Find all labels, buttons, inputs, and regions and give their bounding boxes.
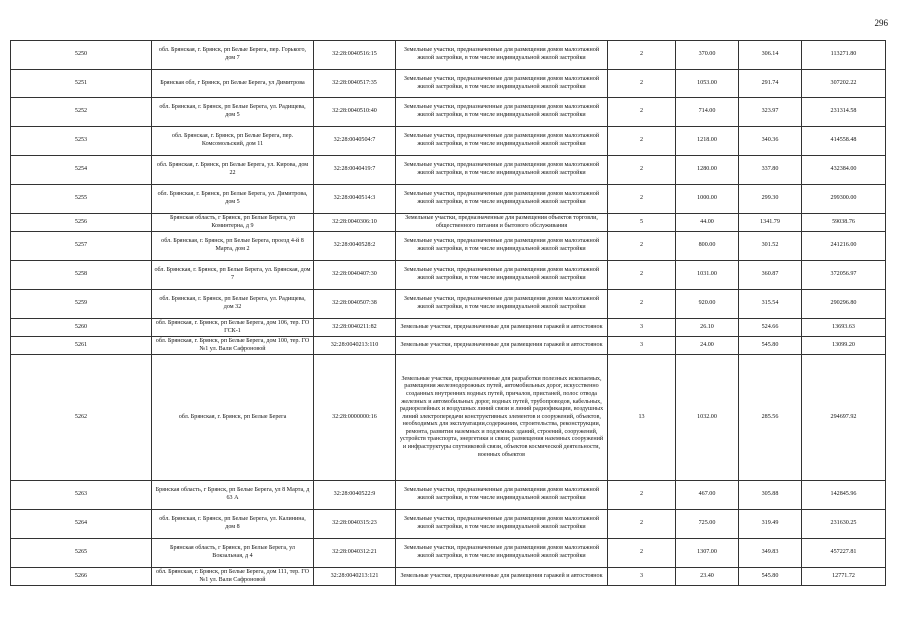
group-number-cell: 2 (608, 539, 676, 568)
table-row (11, 290, 886, 319)
table-row (11, 185, 886, 214)
specific-value-cell: 545.80 (739, 568, 802, 586)
cadastral-number-cell: 32:28:0040510:40 (314, 98, 396, 127)
area-cell: 800.00 (676, 232, 739, 261)
cadastral-number-cell: 32:28:0040306:10 (314, 214, 396, 232)
cadastral-number-cell: 32:28:0040528:2 (314, 232, 396, 261)
cadastral-value-cell: 432384.00 (802, 156, 886, 185)
row-number: 5263 (11, 481, 152, 510)
specific-value-cell: 340.36 (739, 127, 802, 156)
group-number-cell: 2 (608, 98, 676, 127)
address-cell: обл. Брянская, г. Брянск, рп Белые Берега, ул. Калинина, дом 8 (152, 510, 314, 539)
group-number-cell: 2 (608, 127, 676, 156)
land-use-cell: Земельные участки, предназначенные для размещения гаражей и автостоянок (396, 568, 608, 586)
row-number: 5255 (11, 185, 152, 214)
address-cell: Брянская область, г Брянск, рп Белые Берега, ул Вокзальная, д 4 (152, 539, 314, 568)
row-number: 5259 (11, 290, 152, 319)
land-use-cell: Земельные участки, предназначенные для размещения гаражей и автостоянок (396, 337, 608, 355)
specific-value-cell: 291.74 (739, 70, 802, 98)
cadastral-value-cell: 142845.96 (802, 481, 886, 510)
land-use-cell: Земельные участки, предназначенные для размещения домов малоэтажной жилой застройки, в том числе индивидуальной жилой застройки (396, 290, 608, 319)
table-row (11, 337, 886, 355)
group-number-cell: 13 (608, 355, 676, 481)
cadastral-value-cell: 372056.97 (802, 261, 886, 290)
address-cell: обл. Брянская, г. Брянск, рп Белые Берега, дом 106, тер. ГО ГСК-1 (152, 319, 314, 337)
area-cell: 1000.00 (676, 185, 739, 214)
specific-value-cell: 323.97 (739, 98, 802, 127)
specific-value-cell: 306.14 (739, 41, 802, 70)
row-number: 5254 (11, 156, 152, 185)
cadastral-value-cell: 12771.72 (802, 568, 886, 586)
area-cell: 714.00 (676, 98, 739, 127)
group-number-cell: 2 (608, 156, 676, 185)
table-row (11, 70, 886, 98)
cadastral-value-cell: 13099.20 (802, 337, 886, 355)
area-cell: 1280.00 (676, 156, 739, 185)
cadastral-number-cell: 32:28:0040507:38 (314, 290, 396, 319)
group-number-cell: 2 (608, 290, 676, 319)
specific-value-cell: 524.66 (739, 319, 802, 337)
cadastral-value-cell: 241216.00 (802, 232, 886, 261)
group-number-cell: 2 (608, 41, 676, 70)
table-row (11, 510, 886, 539)
area-cell: 23.40 (676, 568, 739, 586)
area-cell: 1307.00 (676, 539, 739, 568)
table-row (11, 41, 886, 70)
area-cell: 1218.00 (676, 127, 739, 156)
address-cell: Брянская обл, г Брянск, рп Белые Берега, ул Димитрова (152, 70, 314, 98)
land-use-cell: Земельные участки, предназначенные для размещения домов малоэтажной жилой застройки, в том числе индивидуальной жилой застройки (396, 156, 608, 185)
cadastral-number-cell: 32:28:0040517:35 (314, 70, 396, 98)
cadastral-number-cell: 32:28:0040407:30 (314, 261, 396, 290)
cadastral-number-cell: 32:28:0040213:121 (314, 568, 396, 586)
row-number: 5250 (11, 41, 152, 70)
land-use-cell: Земельные участки, предназначенные для размещения домов малоэтажной жилой застройки, в том числе индивидуальной жилой застройки (396, 70, 608, 98)
group-number-cell: 2 (608, 481, 676, 510)
group-number-cell: 2 (608, 510, 676, 539)
table-row (11, 127, 886, 156)
specific-value-cell: 285.56 (739, 355, 802, 481)
land-use-cell: Земельные участки, предназначенные для размещения домов малоэтажной жилой застройки, в том числе индивидуальной жилой застройки (396, 127, 608, 156)
land-use-cell: Земельные участки, предназначенные для размещения домов малоэтажной жилой застройки, в том числе индивидуальной жилой застройки (396, 261, 608, 290)
table-row (11, 156, 886, 185)
table-row (11, 98, 886, 127)
group-number-cell: 3 (608, 337, 676, 355)
cadastral-value-cell: 294697.92 (802, 355, 886, 481)
cadastral-value-cell: 414558.48 (802, 127, 886, 156)
specific-value-cell: 1341.79 (739, 214, 802, 232)
row-number: 5265 (11, 539, 152, 568)
group-number-cell: 3 (608, 568, 676, 586)
area-cell: 24.00 (676, 337, 739, 355)
address-cell: Брянская область, г Брянск, рп Белые Берега, ул 8 Марта, д 63 А (152, 481, 314, 510)
area-cell: 1053.00 (676, 70, 739, 98)
cadastral-value-cell: 299300.00 (802, 185, 886, 214)
cadastral-number-cell: 32:28:0040315:23 (314, 510, 396, 539)
specific-value-cell: 337.80 (739, 156, 802, 185)
table-row (11, 355, 886, 481)
cadastral-number-cell: 32:28:0000000:16 (314, 355, 396, 481)
address-cell: Брянская область, г Брянск, рп Белые Берега, ул Коминтерна, д 9 (152, 214, 314, 232)
specific-value-cell: 301.52 (739, 232, 802, 261)
cadastral-number-cell: 32:28:0040504:7 (314, 127, 396, 156)
row-number: 5264 (11, 510, 152, 539)
address-cell: обл. Брянская, г. Брянск, рп Белые Берега, пер. Комсомольский, дом 11 (152, 127, 314, 156)
cadastral-number-cell: 32:28:0040516:15 (314, 41, 396, 70)
cadastral-number-cell: 32:28:0040514:3 (314, 185, 396, 214)
land-use-cell: Земельные участки, предназначенные для размещения домов малоэтажной жилой застройки, в том числе индивидуальной жилой застройки (396, 98, 608, 127)
land-use-cell: Земельные участки, предназначенные для размещения домов малоэтажной жилой застройки, в том числе индивидуальной жилой застройки (396, 232, 608, 261)
address-cell: обл. Брянская, г. Брянск, рп Белые Берега, дом 111, тер. ГО №1 ул. Вали Сафроновой (152, 568, 314, 586)
table-row (11, 214, 886, 232)
land-use-cell: Земельные участки, предназначенные для разработки полезных ископаемых, размещения железнодорожных путей, автомобильных дорог, искусственно созданных внутренних водных путей, причалов, пристаней, полос отвода железных и автомобильных дорог, водных путей, трубопроводов, кабельных, радиорелейных и воздушных линий связи и линий радиофикации, воздушных линий электропередачи конструктивных элементов и сооружений, объектов, необходимых для эксплуатации,содержания, строительства, реконструкции, ремонта, развития наземных и подземных зданий, строений, сооружений, устройств транспорта, энергетики и связи; размещения наземных сооружений и инфраструктуры спутниковой связи, объектов космической деятельности, военных объектов (396, 355, 608, 481)
cadastral-value-cell: 231630.25 (802, 510, 886, 539)
cadastral-value-cell: 13693.63 (802, 319, 886, 337)
area-cell: 26.10 (676, 319, 739, 337)
table-row (11, 261, 886, 290)
address-cell: обл. Брянская, г. Брянск, рп Белые Берега, пер. Горького, дом 7 (152, 41, 314, 70)
area-cell: 467.00 (676, 481, 739, 510)
land-use-cell: Земельные участки, предназначенные для размещения объектов торговли, общественного питания и бытового обслуживания (396, 214, 608, 232)
table-row (11, 539, 886, 568)
row-number: 5261 (11, 337, 152, 355)
row-number: 5252 (11, 98, 152, 127)
row-number: 5262 (11, 355, 152, 481)
table-row (11, 481, 886, 510)
cadastral-value-cell: 113271.80 (802, 41, 886, 70)
specific-value-cell: 305.88 (739, 481, 802, 510)
land-use-cell: Земельные участки, предназначенные для размещения домов малоэтажной жилой застройки, в том числе индивидуальной жилой застройки (396, 510, 608, 539)
group-number-cell: 2 (608, 261, 676, 290)
row-number: 5257 (11, 232, 152, 261)
row-number: 5251 (11, 70, 152, 98)
cadastral-number-cell: 32:28:0040213:110 (314, 337, 396, 355)
area-cell: 44.00 (676, 214, 739, 232)
land-use-cell: Земельные участки, предназначенные для размещения домов малоэтажной жилой застройки, в том числе индивидуальной жилой застройки (396, 481, 608, 510)
page-number: 296 (874, 18, 888, 28)
specific-value-cell: 349.83 (739, 539, 802, 568)
address-cell: обл. Брянская, г. Брянск, рп Белые Берега, ул. Радищева, дом 5 (152, 98, 314, 127)
group-number-cell: 2 (608, 70, 676, 98)
cadastral-value-cell: 307202.22 (802, 70, 886, 98)
address-cell: обл. Брянская, г. Брянск, рп Белые Берега, ул. Брянская, дом 7 (152, 261, 314, 290)
cadastral-number-cell: 32:28:0040522:9 (314, 481, 396, 510)
address-cell: обл. Брянская, г. Брянск, рп Белые Берега, проезд 4-й 8 Марта, дом 2 (152, 232, 314, 261)
address-cell: обл. Брянская, г. Брянск, рп Белые Берега, дом 100, тер. ГО №1 ул. Вали Сафроновой (152, 337, 314, 355)
land-use-cell: Земельные участки, предназначенные для размещения домов малоэтажной жилой застройки, в том числе индивидуальной жилой застройки (396, 41, 608, 70)
address-cell: обл. Брянская, г. Брянск, рп Белые Берега (152, 355, 314, 481)
land-register-table (10, 40, 886, 586)
cadastral-value-cell: 231314.58 (802, 98, 886, 127)
specific-value-cell: 315.54 (739, 290, 802, 319)
specific-value-cell: 299.30 (739, 185, 802, 214)
cadastral-value-cell: 59038.76 (802, 214, 886, 232)
row-number: 5258 (11, 261, 152, 290)
cadastral-number-cell: 32:28:0040211:82 (314, 319, 396, 337)
address-cell: обл. Брянская, г. Брянск, рп Белые Берега, ул. Кирова, дом 22 (152, 156, 314, 185)
cadastral-number-cell: 32:28:0040312:21 (314, 539, 396, 568)
specific-value-cell: 319.49 (739, 510, 802, 539)
table-row (11, 319, 886, 337)
row-number: 5253 (11, 127, 152, 156)
specific-value-cell: 360.87 (739, 261, 802, 290)
specific-value-cell: 545.80 (739, 337, 802, 355)
area-cell: 920.00 (676, 290, 739, 319)
cadastral-value-cell: 457227.81 (802, 539, 886, 568)
table-row (11, 568, 886, 586)
group-number-cell: 2 (608, 232, 676, 261)
address-cell: обл. Брянская, г. Брянск, рп Белые Берега, ул. Радищева, дом 32 (152, 290, 314, 319)
row-number: 5266 (11, 568, 152, 586)
cadastral-value-cell: 290296.80 (802, 290, 886, 319)
area-cell: 725.00 (676, 510, 739, 539)
cadastral-number-cell: 32:28:0040419:7 (314, 156, 396, 185)
address-cell: обл. Брянская, г. Брянск, рп Белые Берега, ул. Димитрова, дом 5 (152, 185, 314, 214)
area-cell: 1032.00 (676, 355, 739, 481)
area-cell: 370.00 (676, 41, 739, 70)
group-number-cell: 2 (608, 185, 676, 214)
area-cell: 1031.00 (676, 261, 739, 290)
land-use-cell: Земельные участки, предназначенные для размещения домов малоэтажной жилой застройки, в том числе индивидуальной жилой застройки (396, 539, 608, 568)
group-number-cell: 5 (608, 214, 676, 232)
row-number: 5260 (11, 319, 152, 337)
land-use-cell: Земельные участки, предназначенные для размещения гаражей и автостоянок (396, 319, 608, 337)
table-row (11, 232, 886, 261)
group-number-cell: 3 (608, 319, 676, 337)
land-use-cell: Земельные участки, предназначенные для размещения домов малоэтажной жилой застройки, в том числе индивидуальной жилой застройки (396, 185, 608, 214)
row-number: 5256 (11, 214, 152, 232)
